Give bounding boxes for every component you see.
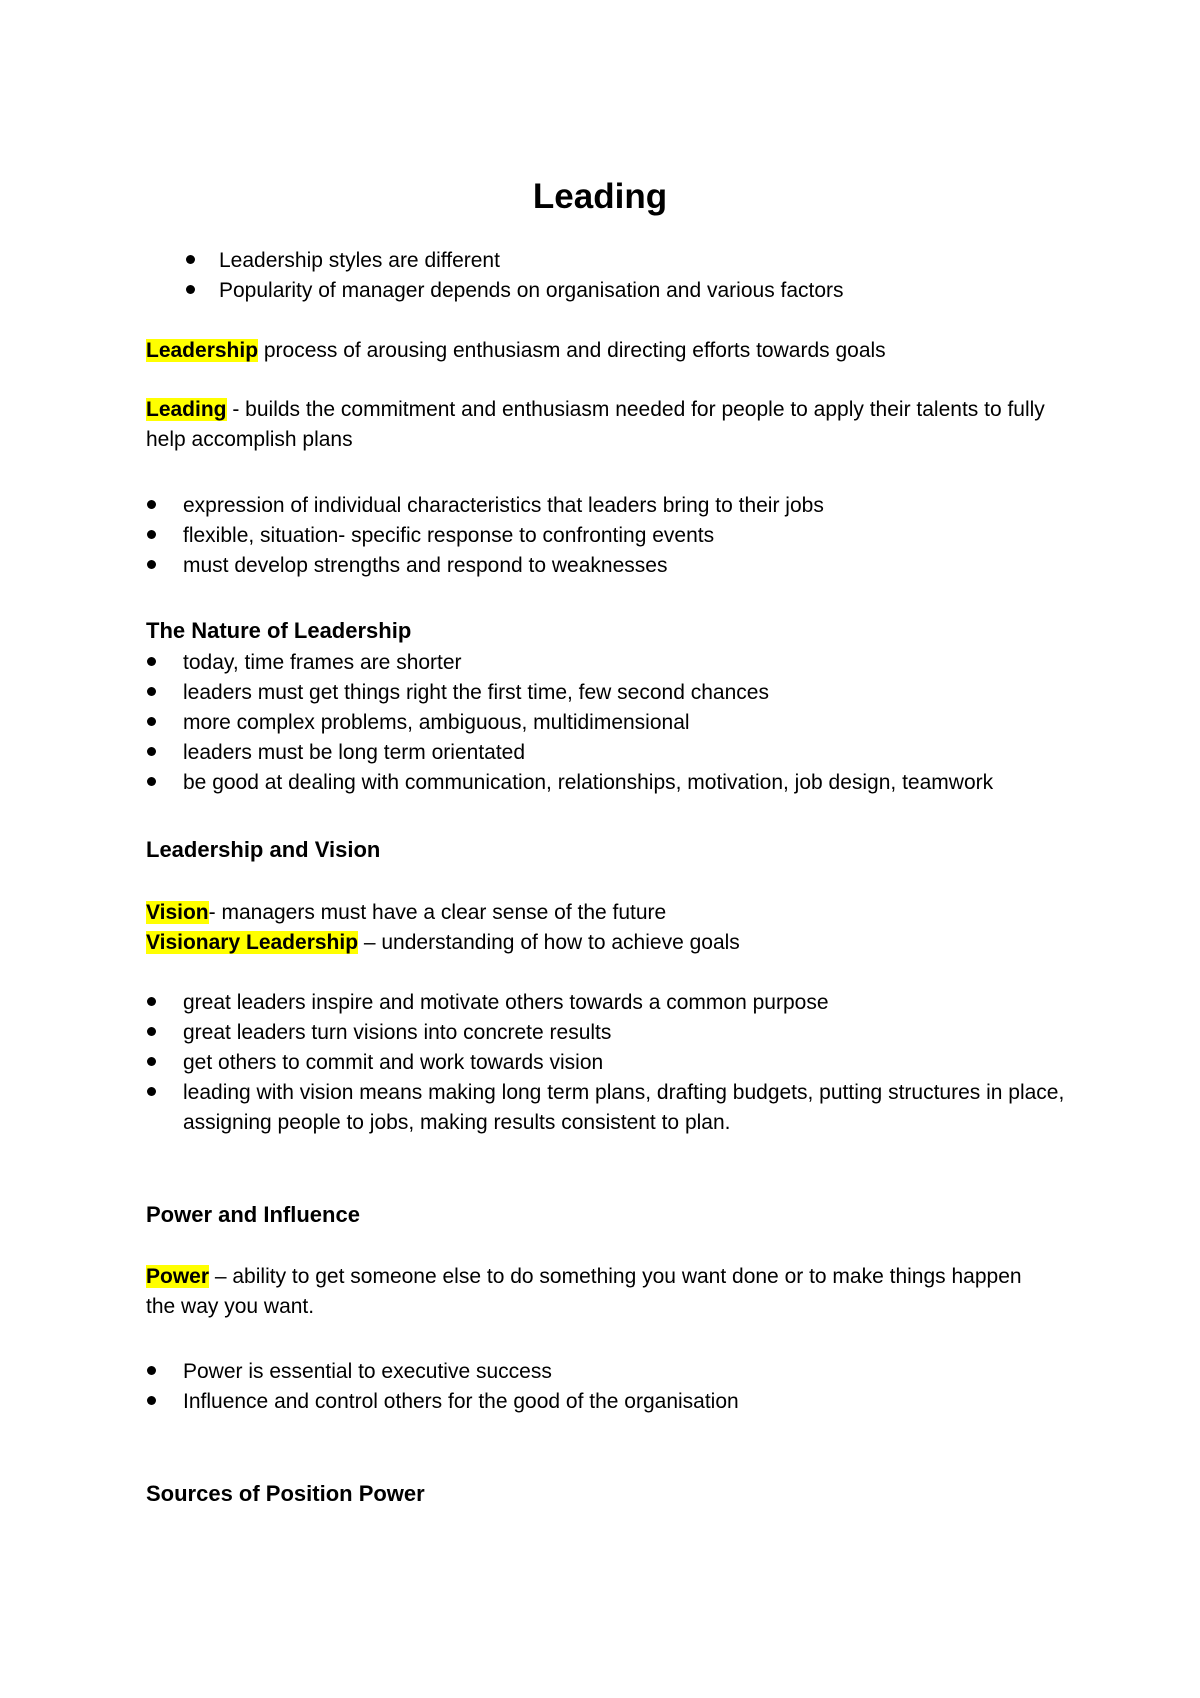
bullet-icon [147,530,156,539]
bullet-icon [147,777,156,786]
section-heading-position-power: Sources of Position Power [146,1481,425,1506]
list-item: great leaders turn visions into concrete results [183,1018,1073,1048]
definition-vision: Vision- managers must have a clear sense of the future [146,901,667,924]
bullet-icon [147,1396,156,1405]
bullet-icon [186,255,195,264]
intro-bullet-list [219,246,1119,306]
list-item: leaders must be long term orientated [183,738,1083,768]
definition-power: Power – ability to get someone else to do something you want done or to make things happen the way you want. [146,1265,1022,1318]
list-item: Power is essential to executive success [183,1357,1083,1387]
list-item: more complex problems, ambiguous, multidimensional [183,708,1083,738]
page-title: Leading [532,177,668,217]
definition-visionary-leadership: Visionary Leadership – understanding of how to achieve goals [146,931,740,954]
bullet-icon [147,1087,156,1096]
highlighted-term: Leading [146,398,227,421]
highlighted-term: Power [146,1265,210,1288]
list-item: expression of individual characteristics that leaders bring to their jobs [183,491,1083,521]
bullet-icon [186,285,195,294]
bullet-icon [147,560,156,569]
definition-leadership: Leadership process of arousing enthusiasm and directing efforts towards goals [146,339,886,362]
vision-bullet-list [183,988,1073,1138]
power-bullet-list [183,1357,1083,1417]
bullet-icon [147,717,156,726]
list-item: leading with vision means making long term plans, drafting budgets, putting structures in place, assigning people to jobs, making results consistent to plan. [183,1078,1073,1138]
list-item: must develop strengths and respond to weaknesses [183,551,1083,581]
highlighted-term: Vision [146,901,209,924]
definition-leading: Leading - builds the commitment and enthusiasm needed for people to apply their talents to fully help accomplish plans [146,398,1045,451]
list-item: be good at dealing with communication, relationships, motivation, job design, teamwork [183,768,1083,798]
bullet-icon [147,1057,156,1066]
bullet-icon [147,500,156,509]
list-item: flexible, situation- specific response to confronting events [183,521,1083,551]
bullet-icon [147,997,156,1006]
bullet-icon [147,687,156,696]
bullet-icon [147,1366,156,1375]
list-item: great leaders inspire and motivate others towards a common purpose [183,988,1073,1018]
highlighted-term: Visionary Leadership [146,931,359,954]
section-heading-vision: Leadership and Vision [146,837,381,862]
bullet-icon [147,1027,156,1036]
list-item: today, time frames are shorter [183,648,1083,678]
nature-bullet-list [183,648,1083,798]
list-item: leaders must get things right the first time, few second chances [183,678,1083,708]
bullet-icon [147,747,156,756]
section-heading-nature: The Nature of Leadership [146,618,412,643]
section-heading-power: Power and Influence [146,1202,360,1227]
leading-bullet-list [183,491,1083,581]
highlighted-term: Leadership [146,339,259,362]
list-item: Influence and control others for the good of the organisation [183,1387,1083,1417]
list-item: Leadership styles are different [219,246,1119,276]
list-item: get others to commit and work towards vision [183,1048,1073,1078]
bullet-icon [147,657,156,666]
list-item: Popularity of manager depends on organisation and various factors [219,276,1119,306]
